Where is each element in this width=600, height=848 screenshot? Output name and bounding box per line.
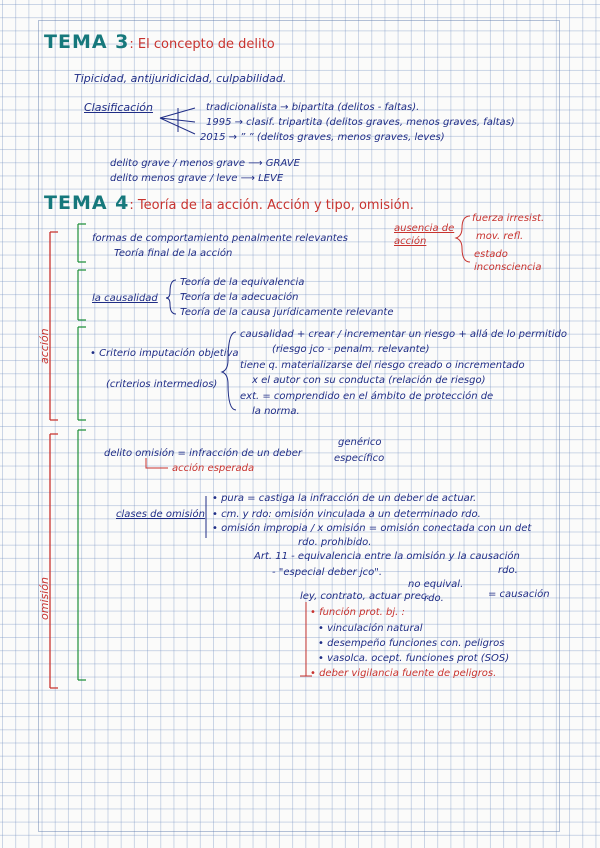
clasif-line-1: tradicionalista → bipartita (delitos - faltas). — [206, 102, 420, 113]
accion-esperada: acción esperada — [172, 463, 255, 474]
omision-pura: • pura = castiga la infracción de un deber de actuar. — [212, 493, 477, 504]
criterios-intermedios: (criterios intermedios) — [106, 379, 218, 390]
delito-omision: delito omisión = infracción de un deber — [104, 448, 303, 459]
teoria-final-accion: Teoría final de la acción — [114, 248, 233, 259]
funcion-prot: • función prot. bj. : — [310, 607, 405, 618]
tema4-title-num: TEMA 4 — [44, 192, 130, 214]
omision-cm-rdo: • cm. y rdo: omisión vinculada a un determinado rdo. — [212, 509, 481, 520]
ley-contrato: ley, contrato, actuar prec. — [300, 591, 430, 602]
criterio-line-2b: x el autor con su conducta (relación de riesgo) — [252, 375, 486, 386]
omision-side-label: omisión — [38, 577, 51, 620]
tema3-title-num: TEMA 3 — [44, 31, 130, 53]
criterio-line-3: ext. = comprendido en el ámbito de protección de — [240, 391, 494, 402]
omision-impropia: • omisión impropia / x omisión = omisión conectada con un det — [212, 523, 532, 534]
rdo-2: rdo. — [424, 593, 444, 604]
no-equival: no equival. — [408, 579, 464, 590]
tema3-line-tipicidad: Tipicidad, antijuridicidad, culpabilidad. — [74, 72, 287, 85]
teoria-2: Teoría de la adecuación — [180, 292, 299, 303]
especifico-label: específico — [334, 453, 385, 464]
funcion-1: • vinculación natural — [318, 623, 423, 634]
criterio-imputacion: • Criterio imputación objetiva — [90, 348, 239, 359]
teoria-1: Teoría de la equivalencia — [180, 277, 305, 288]
teoria-3: Teoría de la causa jurídicamente relevante — [180, 307, 394, 318]
ausencia-item-1: fuerza irresist. — [472, 213, 545, 224]
generico-label: genérico — [338, 437, 382, 448]
especial-deber: - "especial deber jco". — [272, 567, 383, 578]
tema4-title — [44, 192, 414, 214]
criterio-line-2: tiene q. materializarse del riesgo creado o incrementado — [240, 360, 525, 371]
clasif-line-2: 1995 → clasif. tripartita (delitos graves, menos graves, faltas) — [206, 117, 515, 128]
causacion: = causación — [488, 589, 550, 600]
omision-impropia-b: rdo. prohibido. — [298, 537, 372, 548]
ausencia-item-2: mov. refl. — [476, 231, 524, 242]
criterio-line-1: causalidad + crear / incrementar un riesgo + allá de lo permitido — [240, 329, 567, 340]
clasif-line-3: 2015 → ” ” (delitos graves, menos graves, leves) — [200, 132, 445, 143]
funcion-4: • deber vigilancia fuente de peligros. — [310, 668, 497, 679]
accion-side-label: acción — [38, 328, 51, 364]
tema4-title-rest: : Teoría de la acción. Acción y tipo, omisión. — [129, 198, 414, 213]
criterio-line-3b: la norma. — [252, 406, 300, 417]
clases-omision-label: clases de omisión — [116, 509, 205, 520]
formas-comportamiento: formas de comportamiento penalmente relevantes — [92, 233, 348, 244]
art-11: Art. 11 - equivalencia entre la omisión y la causación — [254, 551, 520, 562]
art-rdo: rdo. — [498, 565, 518, 576]
delito-grave-line: delito grave / menos grave ⟶ GRAVE — [110, 158, 300, 169]
criterio-line-1b: (riesgo jco - penalm. relevante) — [272, 344, 430, 355]
causalidad-label: la causalidad — [92, 293, 158, 304]
funcion-2: • desempeño funciones con. peligros — [318, 638, 505, 649]
funcion-3: • vasolca. ocept. funciones prot (SOS) — [318, 653, 510, 664]
tema3-title-rest: : El concepto de delito — [129, 37, 275, 52]
tema3-title — [44, 31, 275, 53]
ausencia-item-3: estado inconsciencia — [474, 249, 542, 273]
delito-leve-line: delito menos grave / leve ⟶ LEVE — [110, 173, 284, 184]
clasificacion-label: Clasificación — [84, 101, 153, 114]
ausencia-accion-label: ausencia de acción — [394, 223, 455, 247]
